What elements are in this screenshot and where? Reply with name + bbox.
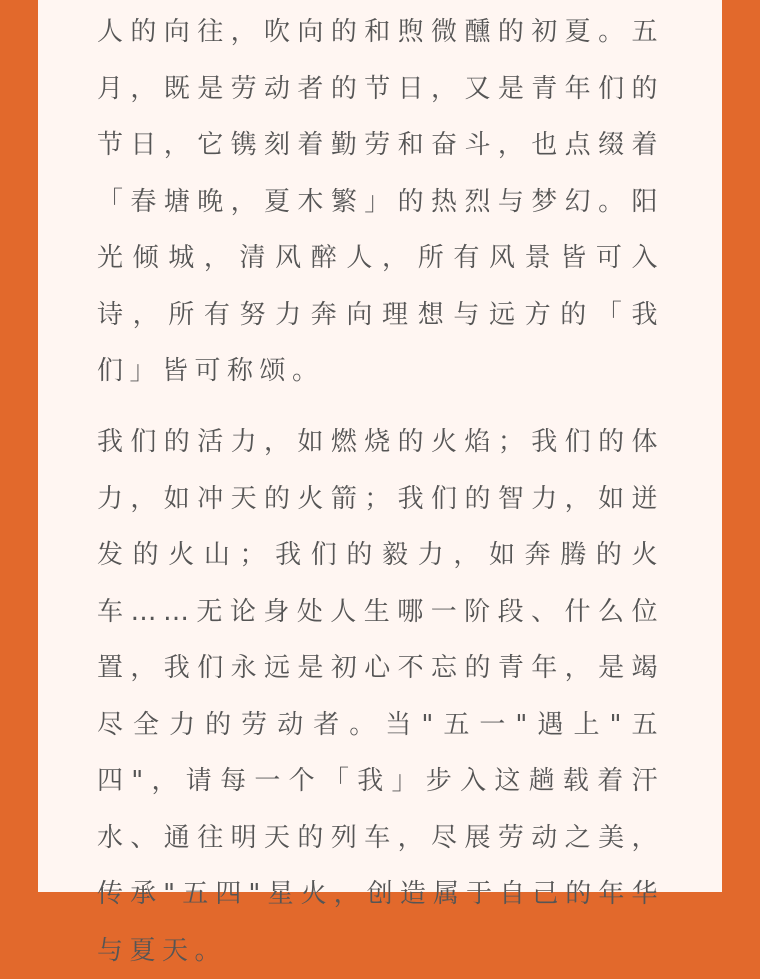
article-paragraph: 我们的活力，如燃烧的火焰；我们的体力，如冲天的火箭；我们的智力，如迸发的火山；我们的毅力，如奔腾的火车……无论身处人生哪一阶段、什么位置，我们永远是初心不忘的青年，是竭尽全力的劳动者。当"五一"遇上"五四"，请每一个「我」步入这趟载着汗水、通往明天的列车，尽展劳动之美，传承"五四"星火，创造属于自己的年华与夏天。 [97,427,664,966]
article-paragraph: 人的向往，吹向的和煦微醺的初夏。五月，既是劳动者的节日，又是青年们的节日，它镌刻着勤劳和奋斗，也点缀着「春塘晚，夏木繁」的热烈与梦幻。阳光倾城，清风醉人，所有风景皆可入诗，所有努力奔向理想与远方的「我们」皆可称颂。 [97,17,664,386]
article-page [38,0,722,966]
